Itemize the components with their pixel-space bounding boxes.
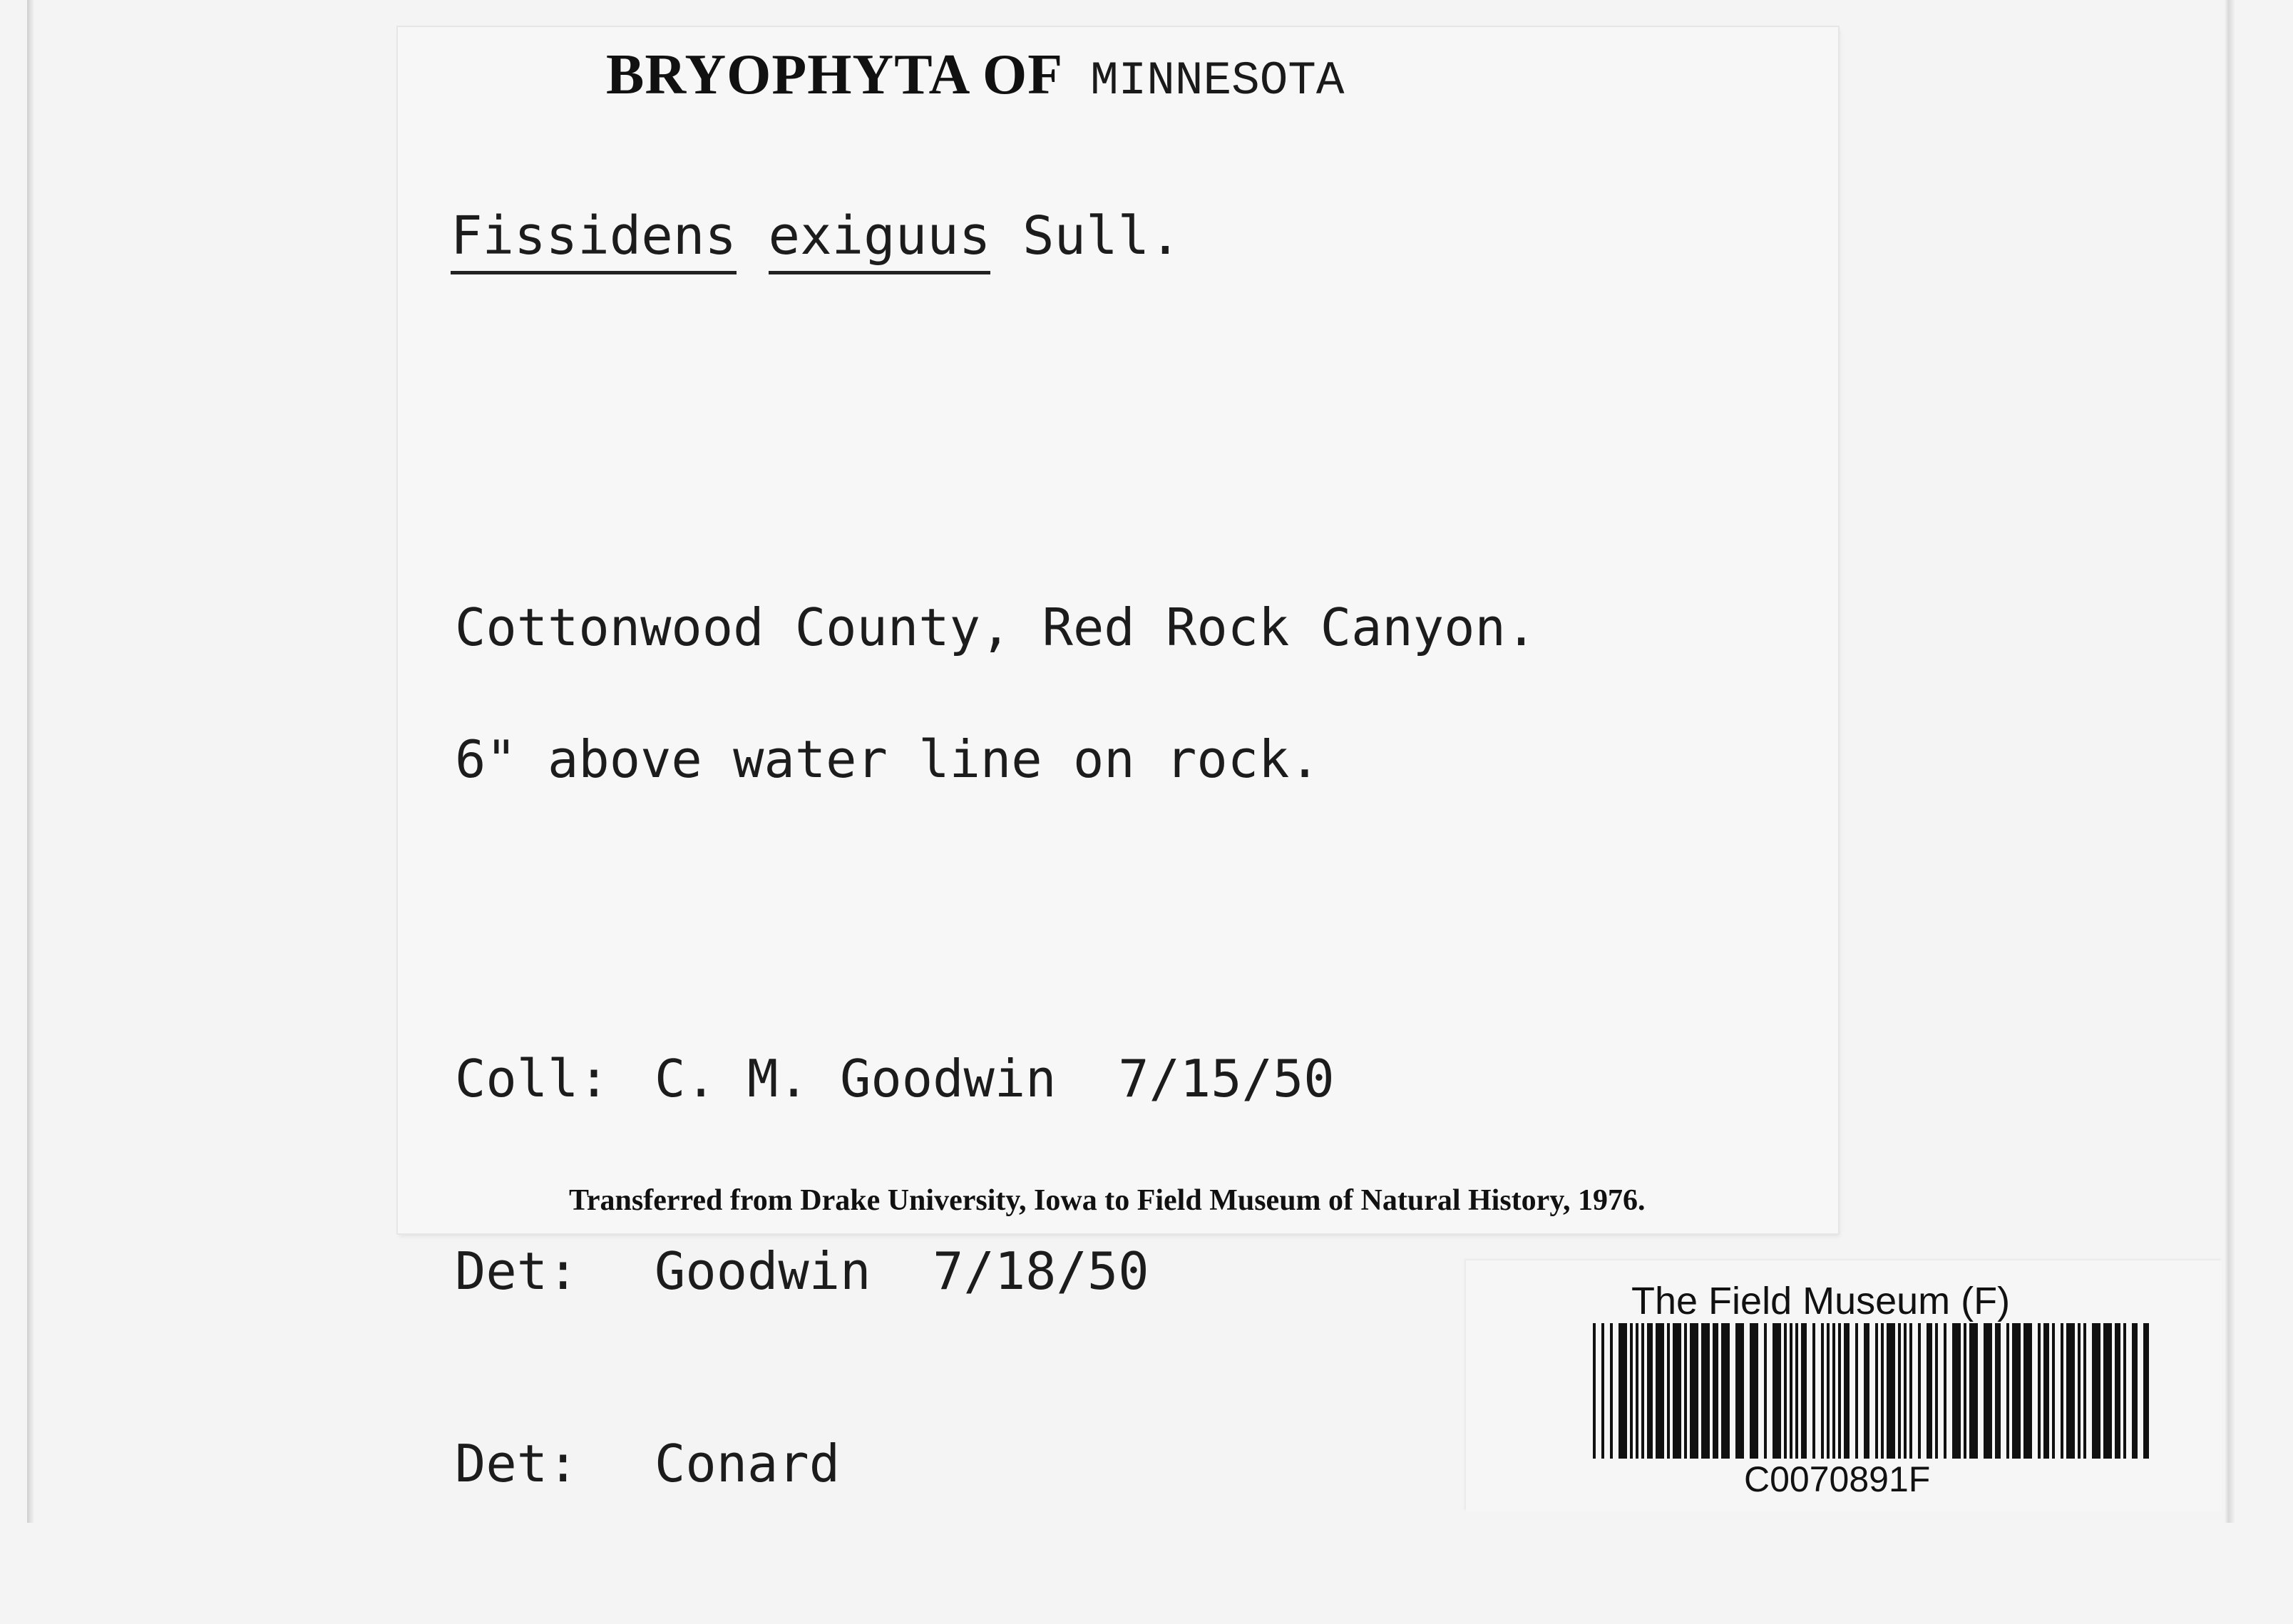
institution-name: The Field Museum (F) [1631,1280,2011,1322]
barcode-bar [1647,1323,1653,1459]
barcode-bar [1844,1323,1850,1459]
determination-key: Coll: [455,1049,610,1109]
taxon-species: exiguus [769,205,991,274]
barcode-bar [1790,1323,1792,1459]
barcode-bar [1713,1323,1718,1459]
barcode-bar [1735,1323,1744,1459]
barcode-bar [1881,1323,1884,1459]
barcode-bar [2012,1323,2021,1459]
determination-value: Goodwin 7/18/50 [655,1241,1149,1301]
taxon-name [451,205,1181,274]
barcode-bar [1864,1323,1869,1459]
sheet-edge-left [27,0,34,1523]
barcode-bar [2066,1323,2075,1459]
barcode-bar [2078,1323,2081,1459]
barcode-bar [1984,1323,1992,1459]
taxon-genus: Fissidens [451,205,737,274]
catalog-number: C0070891F [1744,1459,1931,1499]
barcode-bar [1795,1323,1798,1459]
barcode-bar [2092,1323,2100,1459]
barcode-bar [1656,1323,1664,1459]
barcode-bar [2143,1323,2149,1459]
barcode-bar [1750,1323,1758,1459]
barcode-bar [1690,1323,1698,1459]
barcode-bar [1969,1323,1978,1459]
barcode-bar [1964,1323,1966,1459]
barcode-bar [1952,1323,1961,1459]
barcode-bar [2123,1323,2126,1459]
barcode-bar [2115,1323,2120,1459]
barcode-bar [1784,1323,1787,1459]
barcode-bar [2132,1323,2138,1459]
header-region: MINNESOTA [1090,54,1345,108]
barcode-bar [1838,1323,1841,1459]
barcode-bar [1801,1323,1807,1459]
barcode-bar [2061,1323,2063,1459]
sheet-edge-right [2225,0,2235,1523]
barcode-bar [1909,1323,1912,1459]
barcode-bar [1875,1323,1878,1459]
barcode-bar [2006,1323,2009,1459]
taxon-author: Sull. [1022,205,1181,267]
locality: Cottonwood County, Red Rock Canyon. [455,597,1537,657]
barcode-bar [2083,1323,2086,1459]
barcode-bar [1904,1323,1907,1459]
barcode-bar [1995,1323,2001,1459]
barcode-bar [1684,1323,1687,1459]
determination-value: Conard [655,1434,841,1494]
barcode-label [1466,1260,2222,1511]
barcode-bar [1773,1323,1781,1459]
barcode-bar [1855,1323,1858,1459]
barcode-bar [2052,1323,2055,1459]
barcode-bar [1701,1323,1710,1459]
label-header [606,43,1345,108]
barcode-bar [1764,1323,1767,1459]
barcode-bar [1630,1323,1633,1459]
barcode-bar [1619,1323,1627,1459]
barcode-bar [2038,1323,2041,1459]
habitat: 6" above water line on rock. [455,729,1320,789]
barcode-bar [1641,1323,1644,1459]
barcode-bar [1821,1323,1824,1459]
header-title: BRYOPHYTA OF [606,43,1064,106]
barcode-bar [1887,1323,1895,1459]
determination-key: Det: [455,1434,579,1494]
barcode-bar [1636,1323,1638,1459]
barcode-bar [1667,1323,1670,1459]
determination-row [455,1432,1335,1496]
barcode-bar [1898,1323,1901,1459]
barcode-bar [1593,1323,1596,1459]
barcode-bar [1927,1323,1932,1459]
determination-value: C. M. Goodwin 7/15/50 [655,1049,1335,1109]
transfer-note: Transferred from Drake University, Iowa to Field Museum of Natural History, 1976. [569,1184,1646,1217]
barcode-bar [2023,1323,2032,1459]
barcode-bar [1721,1323,1730,1459]
determination-block [455,918,1335,1624]
barcode-bar [1935,1323,1938,1459]
determination-key: Det: [455,1241,579,1301]
barcode-bar [1832,1323,1835,1459]
barcode-bar [1610,1323,1613,1459]
barcode-bar [1827,1323,1830,1459]
barcode-bar [1944,1323,1946,1459]
barcode-image [1593,1323,2149,1459]
barcode-bar [2043,1323,2049,1459]
barcode-bar [1812,1323,1815,1459]
barcode-bar [1601,1323,1604,1459]
determination-row [455,1047,1335,1111]
barcode-bar [1673,1323,1681,1459]
determination-row [455,1239,1335,1303]
barcode-bar [2103,1323,2112,1459]
barcode-bar [1918,1323,1921,1459]
